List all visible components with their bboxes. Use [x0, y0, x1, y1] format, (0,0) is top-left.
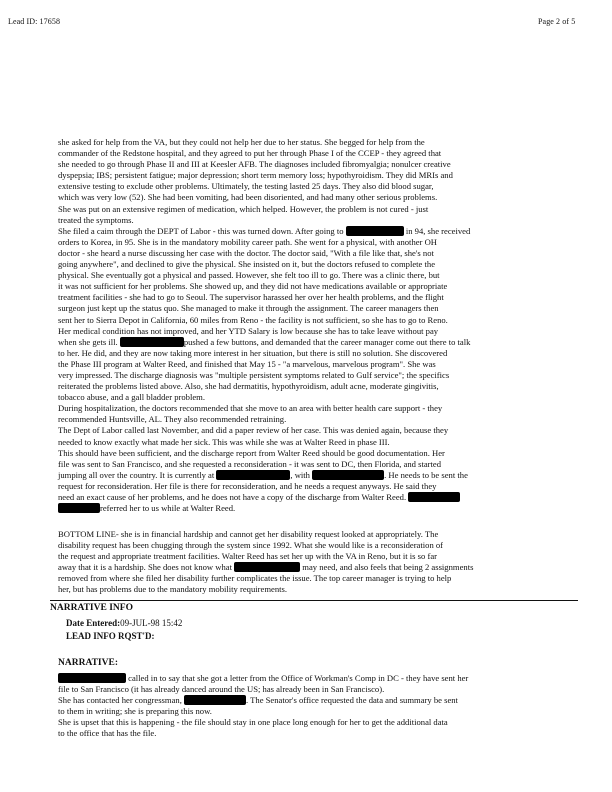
- text-segment: treatment facilities - she had to go to Seoul. The supervisor harassed her over her health problems, and the flight: [58, 292, 444, 303]
- text-segment: tobacco abuse, and a gall bladder problem.: [58, 392, 205, 403]
- text-line: [58, 437, 578, 448]
- text-segment: physical. She eventually got a physical and passed. However, she felt too ill to go. There was a clinic there, but: [58, 270, 440, 281]
- text-line: [58, 292, 578, 303]
- text-segment: removed from where she filed her disability further complicates the issue. The top career manager is trying to help: [58, 573, 452, 584]
- text-segment: may need, and also feels that being 2 assignments: [300, 562, 474, 573]
- text-segment: dyspepsia; IBS; persistent fatigue; major depression; short term memory loss; hypothyroidism. They did MRIs and: [58, 170, 453, 181]
- date-entered-field: [66, 618, 182, 628]
- redaction-box: [58, 503, 100, 513]
- redaction-box: [120, 337, 184, 347]
- text-line: [58, 137, 578, 148]
- text-segment: She filed a caim through the DEPT of Labor - this was turned down. After going to: [58, 225, 346, 236]
- narrative-paragraph-1: [58, 137, 578, 514]
- text-line: [58, 448, 578, 459]
- text-line: [58, 470, 578, 481]
- text-segment: The Dept of Labor called last November, and did a paper review of her case. This was denied again, because they: [58, 425, 449, 436]
- text-segment: referred her to us while at Walter Reed.: [100, 503, 236, 514]
- text-segment: extensive testing to exclude other problems. Ultimately, the testing lasted 25 days. They also did blood sugar,: [58, 181, 434, 192]
- text-segment: needed to know exactly what made her sick. This was while she was at Walter Reed in phase III.: [58, 436, 390, 447]
- section-divider: [50, 600, 578, 601]
- text-line: [58, 503, 578, 514]
- redaction-box: [234, 562, 300, 572]
- text-segment: During hospitalization, the doctors recommended that she move to an area with better health care support - they: [58, 403, 443, 414]
- text-line: [58, 259, 578, 270]
- text-segment: the request and appropriate treatment facilities. Walter Reed has set her up with the VA in Reno, but it is so far: [58, 551, 438, 562]
- text-segment: which was very low (52). She had been vomiting, had been disoriented, and had many other serious problems.: [58, 192, 438, 203]
- text-segment: reiterated the problems listed above. Also, she had dermatitis, hypothyroidism, adult acne, moderate gingivitis,: [58, 381, 439, 392]
- text-line: [58, 237, 578, 248]
- text-segment: Her medical condition has not improved, and her YTD Salary is low because she has to take leave without pay: [58, 325, 439, 336]
- text-line: [58, 281, 578, 292]
- text-line: [58, 148, 578, 159]
- text-line: [58, 270, 578, 281]
- text-segment: file to San Francisco (it has already danced around the US; has already been in San Francisco).: [58, 684, 385, 695]
- text-segment: She was put on an extensive regimen of medication, which helped. However, the problem is not cured - just: [58, 203, 429, 214]
- text-segment: surgeon just kept up the status quo. She managed to make it through the assignment. The career managers then: [58, 303, 439, 314]
- text-line: [58, 181, 578, 192]
- text-segment: disability request has been chugging through the system since 1992. What she would like is a reconsideration of: [58, 540, 444, 551]
- text-line: [58, 684, 578, 695]
- text-segment: jumping all over the country. It is currently at: [58, 469, 217, 480]
- bottom-line-paragraph: [58, 529, 578, 596]
- text-line: [58, 359, 578, 370]
- text-segment: doctor - she heard a nurse discussing her case with the doctor. The doctor said, "With a file like that, she's not: [58, 247, 434, 258]
- text-segment: it was not sufficient for her problems. She showed up, and they did not have medications available or appropriate: [58, 281, 448, 292]
- text-segment: called in to say that she got a letter from the Office of Workman's Comp in DC - they have sent her: [126, 673, 469, 683]
- text-segment: to them in writing; she is preparing this now.: [58, 706, 212, 717]
- text-segment: when she gets ill.: [58, 336, 120, 347]
- text-line: [58, 170, 578, 181]
- text-line: [58, 529, 578, 540]
- text-segment: very impressed. The discharge diagnosis was "multiple persistent symptoms related to Gulf service"; the specifics: [58, 369, 450, 380]
- text-line: [58, 584, 578, 595]
- text-segment: . He needs to be sent the: [384, 469, 468, 480]
- text-segment: away that it is a hardship. She does not know what: [58, 562, 235, 573]
- text-line: [58, 673, 578, 684]
- date-entered-label: Date Entered:: [66, 618, 121, 628]
- text-segment: sent her to Sierra Depot in California, 60 miles from Reno - the facility is not sufficient, so she has to go to Reno.: [58, 314, 448, 325]
- text-line: [58, 695, 578, 706]
- text-segment: commander of the Redstone hospital, and they agreed to put her through Phase I of the CCEP - they agreed that: [58, 148, 442, 159]
- text-line: [58, 326, 578, 337]
- text-line: [58, 370, 578, 381]
- text-segment: to the office that has the file.: [58, 728, 157, 739]
- text-line: [58, 392, 578, 403]
- lead-info-requested-label: LEAD INFO RQST'D:: [66, 631, 155, 641]
- text-segment: She is upset that this is happening - the file should stay in one place long enough for her to get the additional data: [58, 717, 448, 728]
- text-line: [58, 215, 578, 226]
- narrative-info-heading: NARRATIVE INFO: [50, 603, 133, 613]
- text-line: [58, 425, 578, 436]
- text-line: [58, 159, 578, 170]
- text-segment: recommended Huntsville, AL. They also recommended retraining.: [58, 414, 287, 425]
- text-line: [58, 226, 578, 237]
- text-line: [58, 192, 578, 203]
- text-segment: BOTTOM LINE- she is in financial hardship and cannot get her disability request looked at appropriately. The: [58, 529, 439, 539]
- lead-id-header: Lead ID: 17658: [8, 17, 61, 26]
- text-line: [58, 303, 578, 314]
- text-segment: request for reconsideration. Her file is there for reconsideration, and he needs a request anyways. He said they: [58, 480, 437, 491]
- text-line: [58, 728, 578, 739]
- text-line: [58, 381, 578, 392]
- text-line: [58, 204, 578, 215]
- text-line: [58, 337, 578, 348]
- text-line: [58, 315, 578, 326]
- text-line: [58, 492, 578, 503]
- text-segment: This should have been sufficient, and the discharge report from Walter Reed should be good documentation. Her: [58, 447, 445, 458]
- redaction-box: [312, 470, 384, 480]
- redaction-box: [184, 695, 246, 705]
- text-line: [58, 481, 578, 492]
- redaction-box: [58, 673, 126, 683]
- text-segment: the Phase III program at Walter Reed, and finished that May 15 - "a marvelous, marvelous program". She was: [58, 358, 436, 369]
- page-number: Page 2 of 5: [538, 17, 576, 26]
- redaction-box: [408, 492, 460, 502]
- text-segment: to her. He did, and they are now taking more interest in her situation, but there is still no solution. She discovered: [58, 347, 448, 358]
- text-segment: She has contacted her congressman,: [58, 695, 184, 706]
- narrative-heading: NARRATIVE:: [58, 658, 118, 668]
- text-line: [58, 551, 578, 562]
- text-segment: file was sent to San Francisco, and she requested a reconsideration - it was sent to DC, then Florida, and started: [58, 458, 442, 469]
- text-line: [58, 562, 578, 573]
- text-segment: she asked for help from the VA, but they could not help her due to her status. She begged for help from the: [58, 137, 425, 147]
- text-line: [58, 414, 578, 425]
- date-entered-value: 09-JUL-98 15:42: [120, 618, 183, 628]
- text-line: [58, 706, 578, 717]
- text-line: [58, 248, 578, 259]
- text-segment: orders to Korea, in 95. She is in the mandatory mobility career path. She went for a physical, with another OH: [58, 236, 437, 247]
- text-line: [58, 348, 578, 359]
- text-line: [58, 403, 578, 414]
- text-segment: , with: [290, 469, 313, 480]
- redaction-box: [216, 470, 290, 480]
- text-segment: . The Senator's office requested the data and summary be sent: [246, 695, 458, 706]
- text-line: [58, 717, 578, 728]
- text-segment: pushed a few buttons, and demanded that the career manager come out there to talk: [183, 336, 471, 347]
- text-segment: need an exact cause of her problems, and he does not have a copy of the discharge from Walter Reed.: [58, 492, 409, 502]
- text-segment: she needed to go through Phase II and III at Keesler AFB. The diagnoses included fibromyalgia; nonulcer creative: [58, 159, 451, 170]
- text-segment: in 94, she received: [403, 225, 471, 236]
- text-line: [58, 540, 578, 551]
- text-line: [58, 459, 578, 470]
- text-segment: her, but has problems due to the mandatory mobility requirements.: [58, 584, 288, 595]
- text-line: [58, 573, 578, 584]
- narrative-paragraph-2: [58, 673, 578, 740]
- redaction-box: [346, 226, 404, 236]
- text-segment: treated the symptoms.: [58, 214, 134, 225]
- text-segment: going anywhere", and declined to give the physical. She insisted on it, but the doctors refused to complete the: [58, 259, 436, 270]
